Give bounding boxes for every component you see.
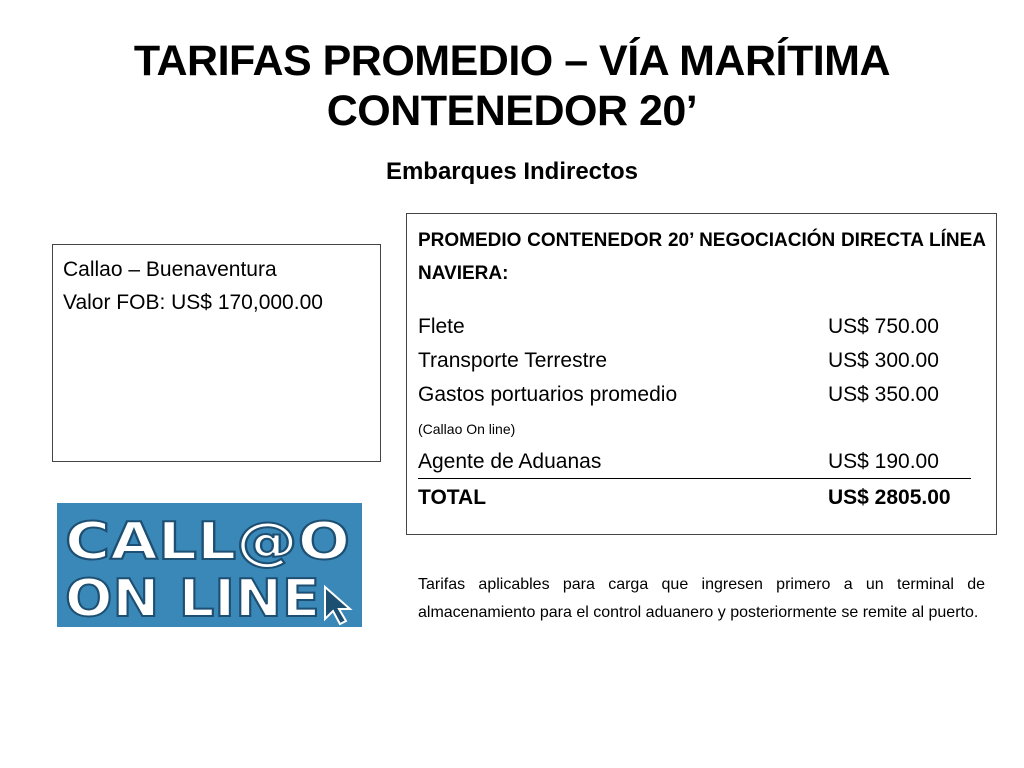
page-title <box>0 36 1024 136</box>
title-line-2: CONTENEDOR 20’ <box>326 87 698 135</box>
rate-amount: US$ 300.00 <box>828 349 939 372</box>
rate-amount: US$ 350.00 <box>828 383 939 406</box>
rate-amount: US$ 750.00 <box>828 315 939 338</box>
route-box <box>52 244 381 462</box>
rate-label: Flete <box>418 315 465 338</box>
route-name: Callao – Buenaventura <box>63 258 277 281</box>
rate-note: (Callao On line) <box>418 421 516 437</box>
footnote: Tarifas aplicables para carga que ingresen primero a un terminal de almacenamiento para el control aduanero y posteriormente se remite al puerto. <box>418 576 985 621</box>
rate-row-gastos <box>418 378 986 412</box>
rate-row-transporte <box>418 344 986 378</box>
total-label: TOTAL <box>418 486 487 509</box>
rate-row-total <box>418 479 986 517</box>
total-amount: US$ 2805.00 <box>828 486 951 509</box>
fob-value: Valor FOB: US$ 170,000.00 <box>63 291 323 314</box>
rate-row-flete <box>418 310 986 344</box>
callao-online-logo <box>57 503 362 627</box>
svg-text:CALL@O: CALL@O <box>65 512 350 572</box>
rate-label: Agente de Aduanas <box>418 450 602 473</box>
rates-heading: PROMEDIO CONTENEDOR 20’ NEGOCIACIÓN DIRECTA LÍNEA NAVIERA: <box>418 230 986 284</box>
rate-amount: US$ 190.00 <box>828 450 939 473</box>
logo-graphic <box>57 503 362 627</box>
rate-label: Gastos portuarios promedio <box>418 383 678 406</box>
rate-row-agente <box>418 446 971 479</box>
title-line-1: TARIFAS PROMEDIO – VÍA MARÍTIMA <box>133 37 891 85</box>
rate-label: Transporte Terrestre <box>418 349 608 372</box>
page-subtitle: Embarques Indirectos <box>385 158 639 185</box>
svg-text:ON LINE: ON LINE <box>65 569 320 627</box>
rates-box <box>406 213 997 535</box>
